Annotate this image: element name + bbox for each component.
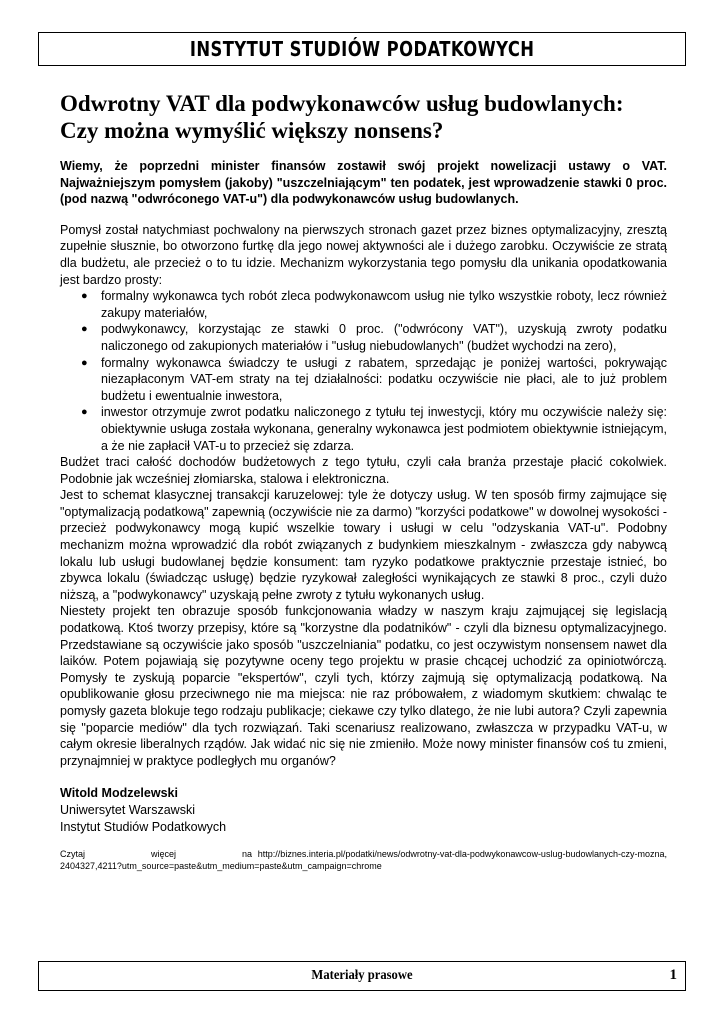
paragraph-4: Niestety projekt ten obrazuje sposób funkcjonowania władzy w naszym kraju zajmującej się legislacją podatkową. Ktoś tworzy przepisy, które są "korzystne dla podatników" - czyli dla biznesu optymalizacyjnego. Przedstawiane są oczywiście jako sposób "uszczelniania" podatku, co jest oczywistym nonsensem nawet dla laików. Potem pojawiają się pozytywne oceny tego projektu w prasie chcącej uchodzić za opiniotwórczą. Pomysły te zyskują poparcie "ekspertów", czyli tych, którzy zajmują się optymalizacją podatkową. Na opublikowanie głosu przeciwnego nie ma miejsca: nie raz próbowałem, z wiadomym skutkiem: chwaląc te pomysły gazeta blokuje tego rodzaju publikacje; ciekawe czy tylko dlatego, że nie lubi autora? Czyli zapewnia się "poparcie mediów" dla tych rozwiązań. Taki scenariusz realizowano, zwłaszcza w przypadku VAT-u, w całym okresie liberalnych rządów. Jak widać nic się nie zmieniło. Może nowy minister finansów coś tu zmieni, przynajmniej w praktyce podległych mu organów? xyxy=(60,604,667,768)
list-item-text: podwykonawcy, korzystając ze stawki 0 proc. ("odwrócony VAT"), uzyskują zwroty podatku naliczonego od zakupionych materiałów i "usług niebudowlanych" (budżet wychodzi na zero), xyxy=(101,322,667,353)
author-affiliation-institute: Instytut Studiów Podatkowych xyxy=(60,819,227,834)
article-lead: Wiemy, że poprzedni minister finansów zostawił swój projekt nowelizacji ustawy o VAT. Najważniejszym pomysłem (jakoby) "uszczelniającym" ten podatek, jest wprowadzenie stawki 0 proc. (pod nazwą "odwróconego VAT-u") dla podwykonawców usług budowlanych. xyxy=(60,159,667,207)
list-item-text: formalny wykonawca świadczy te usługi z rabatem, sprzedając je poniżej wartości, pokrywając niezapłaconym VAT-em straty na tej działalności: podatku oczywiście nie płaci, ale to już problem budżetu i ewentualnie inwestora, xyxy=(101,355,667,403)
list-item-text: inwestor otrzymuje zwrot podatku naliczonego z tytułu tej inwestycji, który mu oczywiście należy się: obiektywnie usługa została wykonana, generalny wykonawca jest podmiotem obiektywnie istniejącym, a że nie zapłacił VAT-u to przecież się zdarza. xyxy=(101,405,667,453)
article-title-line-1: Odwrotny VAT dla podwykonawców usług budowlanych: xyxy=(60,91,624,116)
source-link[interactable]: http://biznes.interia.pl/podatki/news/odwrotny-vat-dla-podwykonawcow-uslug-budowlanych-czy-mozna,2404327,4211?utm_source=paste&utm_medium=paste&utm_campaign=chrome xyxy=(60,849,667,871)
article-body xyxy=(60,158,667,872)
paragraph-3: Jest to schemat klasycznej transakcji karuzelowej: tyle że dotyczy usług. W ten sposób firmy zajmujące się "optymalizacją podatkową" zapewnią (oczywiście nie za darmo) "korzyści podatkowe" w dowolnej wysokości - przecież podwykonawcy mogą kupić wszelkie towary i usługi w celu "odzyskania VAT-u". Podobny mechanizm można wprowadzić dla robót związanych z budynkiem mieszkalnym - zwłaszcza gdy nabywcą lokalu lub usługi budowlanej będzie konsument: tam ryzyko podatkowe praktycznie przestaje istnieć, bo zbywca lokalu (świadcząc usługę) będzie ryzykował zaległości wynikających ze stawki 8 proc., czyli dużo niższą, a "podwykonawcy" uzyskają pełne zwroty z tytułu wykonanych usług. xyxy=(60,488,667,602)
source-label: Czytaj więcej na xyxy=(60,849,252,860)
list-item xyxy=(81,404,667,454)
bullet-icon: ● xyxy=(81,356,88,369)
article-title xyxy=(60,90,670,144)
bullet-icon: ● xyxy=(81,406,88,419)
bullet-icon: ● xyxy=(81,323,88,336)
author-name: Witold Modzelewski xyxy=(60,786,178,801)
footer-label: Materiały prasowe xyxy=(311,968,413,983)
footer-box xyxy=(38,961,686,991)
paragraph-2: Budżet traci całość dochodów budżetowych z tego tytułu, czyli cała branża przestaje płacić cokolwiek. Podobnie jak wcześniej złomiarska, stalowa i elektroniczna. xyxy=(60,455,667,486)
institution-name: INSTYTUT STUDIÓW PODATKOWYCH xyxy=(189,37,535,61)
header-box xyxy=(38,32,686,66)
list-item xyxy=(81,355,667,405)
bullet-icon: ● xyxy=(81,290,88,303)
list-item xyxy=(81,321,667,354)
author-affiliation-university: Uniwersytet Warszawski xyxy=(60,802,195,817)
article-title-line-2: Czy można wymyślić większy nonsens? xyxy=(60,118,444,143)
source-note xyxy=(60,849,667,872)
paragraph-1: Pomysł został natychmiast pochwalony na pierwszych stronach gazet przez biznes optymalizacyjny, zresztą zupełnie słusznie, bo otworzono furtkę dla jego nowej aktywności ale i dużego zarobku. Oczywiście ze stratą dla budżetu, ale przecież o to tu idzie. Mechanizm wykorzystania tego pomysłu dla unikania opodatkowania jest bardzo prosty: xyxy=(60,222,667,287)
list-item-text: formalny wykonawca tych robót zleca podwykonawcom usług nie tylko wszystkie roboty, lecz również zakupy materiałów, xyxy=(101,289,667,320)
list-item xyxy=(81,288,667,321)
page-number: 1 xyxy=(669,967,677,983)
bullet-list xyxy=(60,288,667,454)
author-signature xyxy=(60,785,667,835)
